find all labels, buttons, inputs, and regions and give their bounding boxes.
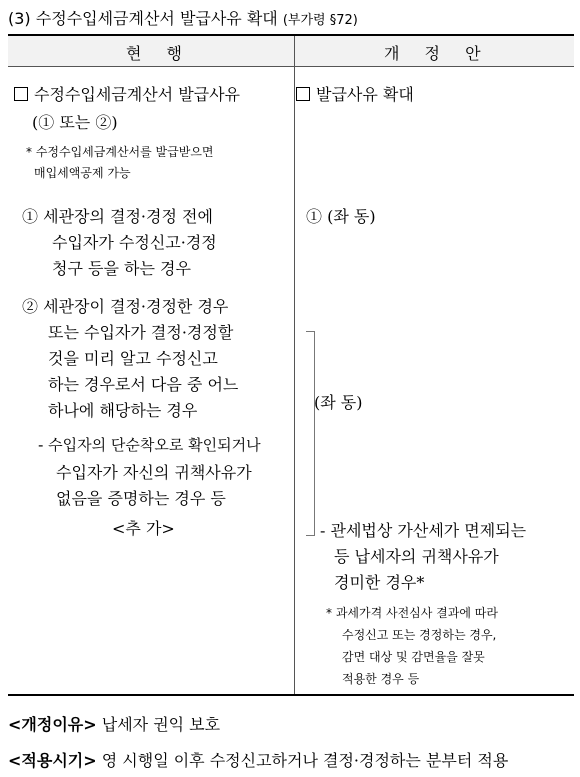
revised-note-line: 수정신고 또는 경정하는 경우, (342, 628, 497, 642)
revised-new-line: - 관세법상 가산세가 면제되는 (320, 521, 527, 540)
header-current: 현 행 (126, 44, 192, 63)
revised-new-line: 경미한 경우* (334, 573, 425, 592)
current-detail-line: 없음을 증명하는 경우 등 (56, 489, 226, 508)
revised-note-line: 적용한 경우 등 (342, 672, 420, 686)
revised-note-line: * 과세가격 사전심사 결과에 따라 (326, 606, 498, 620)
current-case1-line: 수입자가 수정신고·경정 (52, 233, 217, 252)
current-add-marker: <추 가> (112, 519, 175, 538)
current-detail-line: 수입자가 자신의 귀책사유가 (56, 463, 252, 482)
reason-label: <개정이유> (8, 715, 97, 734)
section-title: (3) 수정수입세금계산서 발급사유 확대 (부가령 §72) (8, 9, 358, 28)
current-case1-line: 청구 등을 하는 경우 (52, 259, 191, 278)
current-case2-line: 것을 미리 알고 수정신고 (48, 349, 218, 368)
section-title-ref: (부가령 §72) (282, 13, 358, 28)
effective-line (8, 748, 508, 771)
current-note-line: * 수정수입세금계산서를 발급받으면 (26, 145, 214, 159)
current-case1-line: ① 세관장의 결정·경정 전에 (22, 207, 213, 226)
column-divider (294, 36, 295, 694)
current-case2-line: 하나에 해당하는 경우 (48, 401, 198, 420)
revised-case2: (좌 동) (314, 393, 363, 412)
effective-label: <적용시기> (8, 751, 97, 770)
checkbox-square-icon (296, 87, 310, 101)
revised-new-line: 등 납세자의 귀책사유가 (334, 547, 499, 566)
current-case2-line: ② 세관장이 결정·경정한 경우 (22, 297, 229, 316)
checkbox-square-icon (14, 87, 28, 101)
current-detail-line: - 수입자의 단순착오로 확인되거나 (38, 436, 261, 454)
reason-line (8, 712, 220, 735)
revised-item-main: 발급사유 확대 (296, 82, 414, 105)
comparison-table (8, 34, 574, 696)
current-note-line: 매입세액공제 가능 (34, 166, 131, 180)
current-item-condition: (① 또는 ②) (32, 113, 118, 132)
header-revised: 개 정 안 (384, 44, 491, 63)
current-case2-line: 하는 경우로서 다음 중 어느 (48, 375, 239, 394)
revised-case1: ① (좌 동) (306, 207, 376, 226)
revised-note-line: 감면 대상 및 감면율을 잘못 (342, 650, 485, 664)
current-item-main: 수정수입세금계산서 발급사유 (14, 82, 240, 105)
bracket-line (306, 331, 315, 536)
effective-text: 영 시행일 이후 수정신고하거나 결정·경정하는 분부터 적용 (101, 751, 509, 770)
current-case2-line: 또는 수입자가 결정·경정할 (48, 323, 234, 342)
reason-text: 납세자 권익 보호 (101, 715, 221, 734)
